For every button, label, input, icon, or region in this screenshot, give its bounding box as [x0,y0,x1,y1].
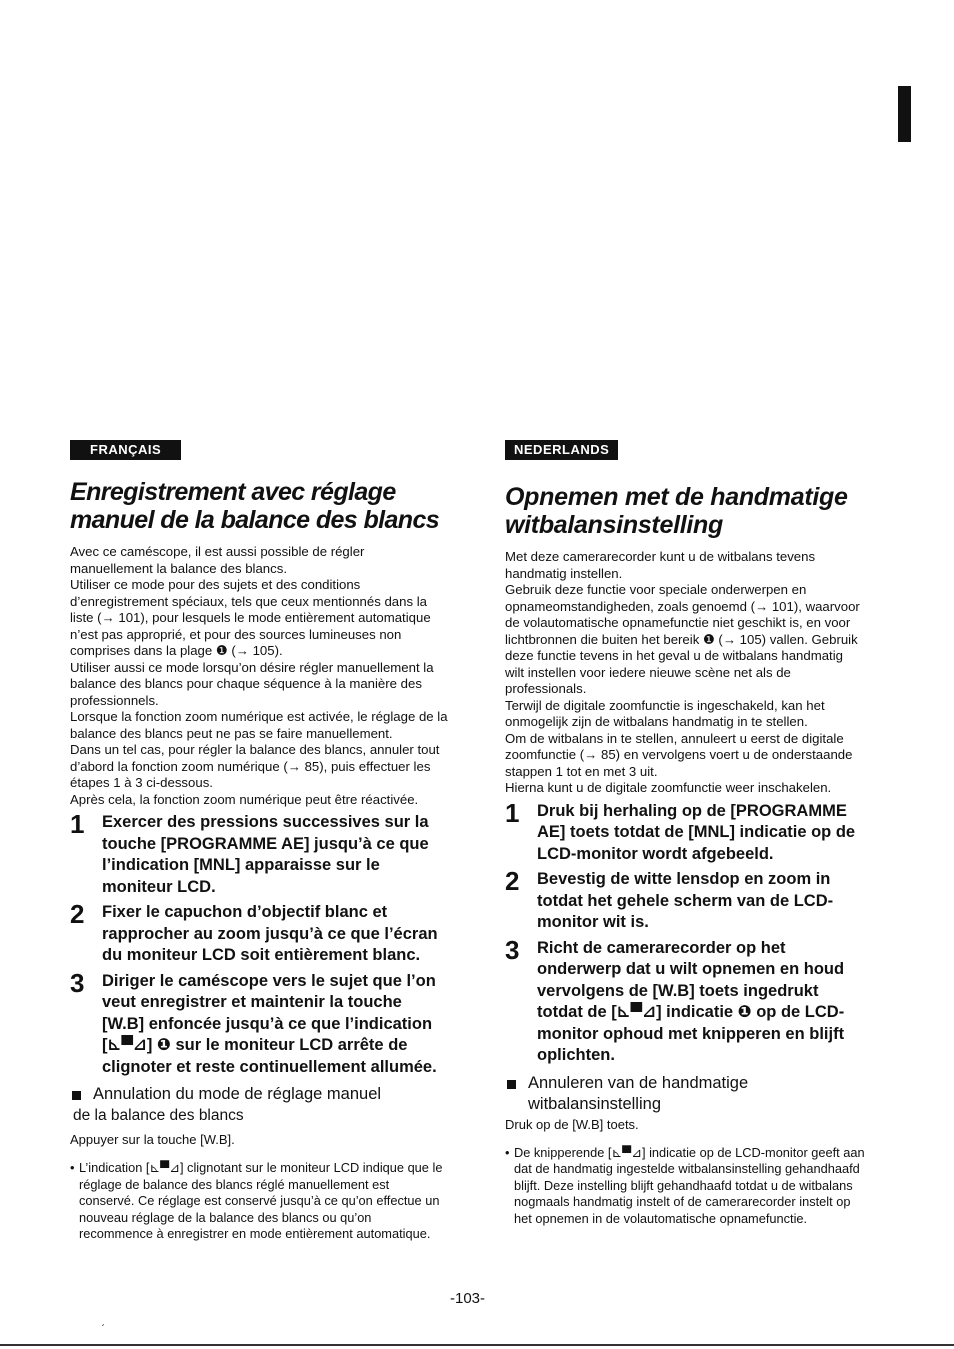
dutch-steps [505,797,865,1067]
french-title: Enregistrement avec réglage manuel de la balance des blancs [70,478,440,534]
intro-paragraph: Avec ce caméscope, il est aussi possible de régler manuellement la balance des blancs. [70,544,365,576]
dutch-column [505,440,865,1227]
page-number: -103- [450,1290,486,1307]
step-item [70,899,448,967]
scan-mark: ˏ [101,1315,105,1327]
square-bullet-icon [507,1080,516,1089]
intro-paragraph: Après cela, la fonction zoom numérique peut être réactivée. [70,791,419,807]
french-column [70,440,448,1243]
intro-paragraph: Gebruik deze functie voor speciale onderwerpen en opnameomstandigheden, zoals genoemd (→ 101), waarvoor de volautomatische opnamefunctie niet geschikt is, en voor lichtbronnen die buiten het bereik ❶ (→ 105) vallen. Gebruik deze functie tevens in het geval u de witbalans handmatig wilt instellen voor iedere nieuwe scène net als de professionals. [505,582,860,696]
step-number: 2 [505,866,520,896]
step-text: Exercer des pressions successives sur la touche [PROGRAMME AE] jusqu’à ce que l’indication [MNL] apparaisse sur le moniteur LCD. [102,813,429,896]
intro-paragraph: Lorsque la fonction zoom numérique est activée, le réglage de la balance des blancs peut ne pas se faire manuellement. [70,709,448,741]
dutch-note [505,1145,865,1228]
dutch-intro [505,549,865,797]
language-tag-dutch: NEDERLANDS [505,440,618,460]
dutch-title: Opnemen met de handmatige witbalansinstelling [505,483,848,539]
dutch-instruction: Druk op de [W.B] toets. [505,1116,639,1132]
intro-paragraph: Dans un tel cas, pour régler la balance des blancs, annuler tout d’abord la fonction zoom numérique (→ 85), puis effectuer les étapes 1 à 3 ci-dessous. [70,742,440,790]
intro-paragraph: Om de witbalans in te stellen, annuleert u eerst de digitale zoomfunctie (→ 85) en vervolgens voert u de onderstaande stappen 1 tot en met 3 uit. [505,730,853,779]
square-bullet-icon [72,1091,81,1100]
intro-paragraph: Utiliser aussi ce mode lorsqu’on désire régler manuellement la balance des blancs pour chaque séquence à la manière des professionnels. [70,659,434,708]
step-text: Druk bij herhaling op de [PROGRAMME AE] toets totdat de [MNL] indicatie op de LCD-monitor wordt afgebeeld. [537,801,856,863]
french-cancel-heading [70,1084,448,1126]
sub-heading-line: Annuleren van de handmatige [528,1073,749,1092]
bottom-rule [0,1344,954,1346]
step-number: 3 [70,967,85,998]
sub-heading-line: de la balance des blancs [73,1107,244,1124]
language-tag-french: FRANÇAIS [70,440,181,460]
step-text: Bevestig de witte lensdop en zoom in totdat het gehele scherm van de LCD-monitor wit is. [537,870,834,931]
bullet-dot-icon: • [505,1144,510,1160]
step-number: 1 [505,797,520,828]
step-item [505,797,865,866]
dutch-cancel-heading [505,1073,865,1115]
sub-heading-line: Annulation du mode de réglage manuel [93,1085,382,1103]
step-item [505,866,865,934]
note-text: De knipperende [⊾▀⊿] indicatie op de LCD-monitor geeft aan dat de handmatig ingestelde witbalansinstelling gehandhaafd blijft. Deze instelling blijft gehandhaafd totdat u de witbalans nogmaals handmatig instelt of de camerarecorder instelt op het opnemen in de volautomatische opnamefunctie. [514,1144,865,1226]
french-instruction: Appuyer sur la touche [W.B]. [70,1132,235,1147]
french-steps [70,809,448,1078]
french-intro [70,544,448,808]
step-item [505,934,865,1067]
sub-heading-line: witbalansinstelling [528,1094,661,1113]
step-item [70,967,448,1079]
step-number: 1 [70,809,85,839]
intro-paragraph: Hierna kunt u de digitale zoomfunctie weer inschakelen. [505,780,832,795]
intro-paragraph: Utiliser ce mode pour des sujets et des conditions d’enregistrement spéciaux, tels que ceux mentionnés dans la liste (→ 101), pour lesquels le mode entièrement automatique n’est pas approprié, et pour des sources lumineuses non comprises dans la plage ❶ (→ 105). [70,577,431,658]
step-number: 3 [505,934,520,965]
step-text: Diriger le caméscope vers le sujet que l’on veut enregistrer et maintenir la touche [W.B] enfoncée jusqu’à ce que l’indication [⊾▀⊿] ❶ sur le moniteur LCD arrête de clignoter et reste continuellement allumée. [102,971,437,1076]
intro-paragraph: Terwijl de digitale zoomfunctie is ingeschakeld, kan het onmogelijk zijn de witbalans handmatig in te stellen. [505,697,825,729]
section-edge-marker [898,86,911,142]
step-text: Richt de camerarecorder op het onderwerp dat u wilt opnemen en houd vervolgens de [W.B] toets ingedrukt totdat de [⊾▀⊿] indicatie ❶ op de LCD-monitor ophoud met knipperen en blijft oplichten. [537,938,845,1064]
note-text: L’indication [⊾▀⊿] clignotant sur le moniteur LCD indique que le réglage de balance des blancs réglé manuellement est conservé. Ce réglage est conservé jusqu’à ce qu’on effectue un nouveau réglage de la balance des blancs ou qu’on recommence à enregistrer en mode entièrement automatique. [79,1160,443,1241]
step-number: 2 [70,899,85,929]
step-item [70,809,448,898]
french-note [70,1160,448,1243]
bullet-dot-icon: • [70,1160,75,1175]
intro-paragraph: Met deze camerarecorder kunt u de witbalans tevens handmatig instellen. [505,549,816,581]
step-text: Fixer le capuchon d’objectif blanc et rapprocher au zoom jusqu’à ce que l’écran du moniteur LCD soit entièrement blanc. [102,903,438,964]
